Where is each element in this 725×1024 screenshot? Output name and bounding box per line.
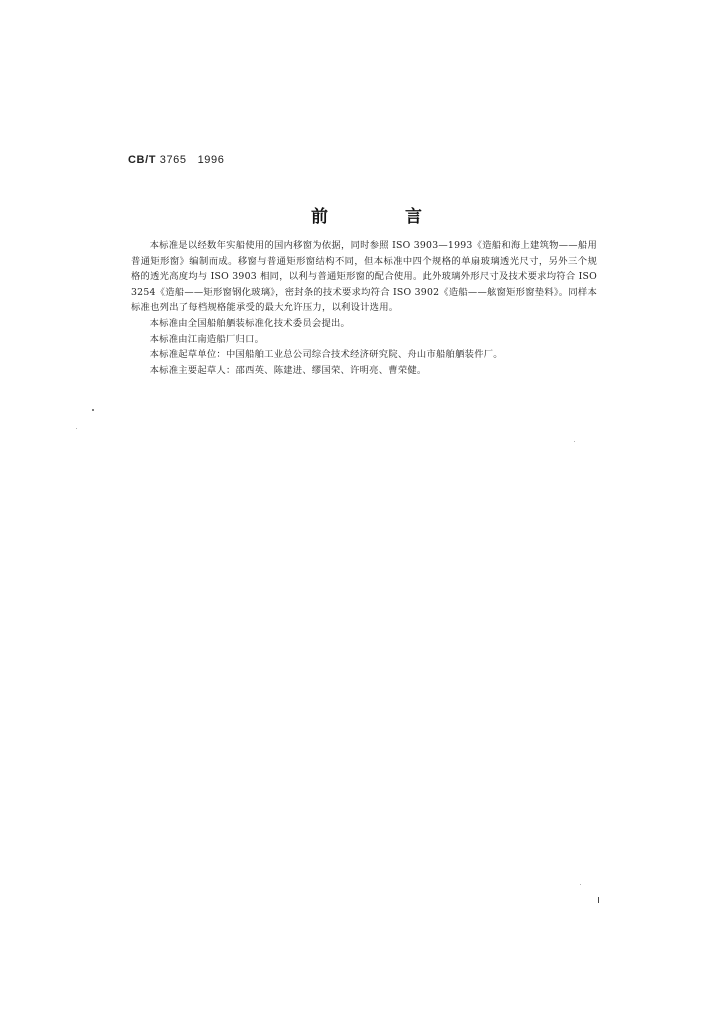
standard-number: 3765	[159, 154, 187, 166]
paragraph-centralized: 本标准由江南造船厂归口。	[149, 333, 265, 345]
paragraph-drafting-unit: 本标准起草单位：中国船舶工业总公司综合技术经济研究院、舟山市船舶舾装件厂。	[149, 349, 503, 361]
paragraph-proposer: 本标准由全国船舶舾装标准化技术委员会提出。	[149, 317, 351, 329]
scan-speck	[92, 409, 94, 411]
standard-code	[128, 154, 224, 166]
page-title: 前 言	[311, 207, 452, 227]
scan-speck	[76, 428, 77, 429]
scan-speck	[574, 441, 575, 442]
standard-prefix: CB/T	[128, 154, 157, 166]
paragraph-basis: 本标准是以经数年实船使用的国内移窗为依据，同时参照 ISO 3903—1993《造船和海上建筑物——船用普通矩形窗》编制而成。移窗与普通矩形窗结构不同，但本标准中四个规格的单扇玻璃透光尺寸，另外三个规格的透光高度均与 ISO 3903 相同，以利与普通矩形窗的配合使用。此外玻璃外形尺寸及技术要求均符合 ISO 3254《造船——矩形窗钢化玻璃》，密封条的技术要求均符合 ISO 3902《造船——舷窗矩形窗垫料》。同样本标准也列出了每档规格能承受的最大允许压力，以利设计选用。	[131, 240, 597, 314]
foreword-body	[131, 238, 597, 378]
standard-year: 1996	[197, 154, 225, 166]
paragraph-drafters: 本标准主要起草人：邵西英、陈建进、缪国荣、许明亮、曹荣健。	[149, 364, 427, 376]
scan-speck	[580, 884, 581, 885]
scan-speck	[598, 897, 599, 903]
